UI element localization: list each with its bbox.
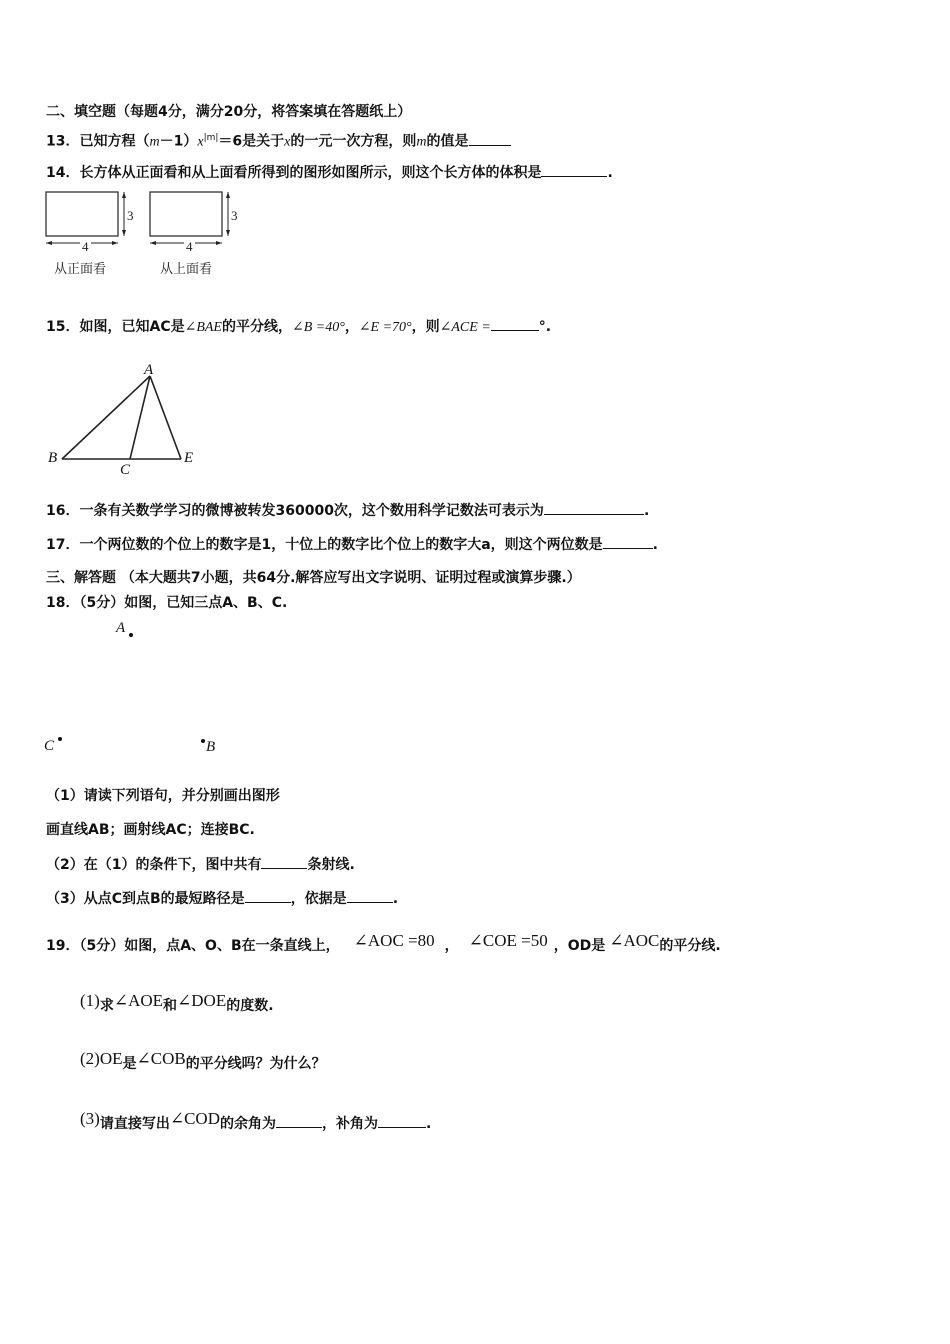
question-number: 17． (46, 537, 80, 553)
q18-part-1: （1）请读下列语句，并分别画出图形 (46, 788, 280, 804)
answer-blank (276, 1113, 322, 1128)
q15-angle-b: ∠B =40° (291, 320, 345, 335)
q19-angle-cob: ∠COB (136, 1049, 186, 1068)
top-view (150, 192, 230, 245)
q19-part-3-text-2: 的余角为 (219, 1116, 276, 1132)
figure-14-views (40, 188, 240, 250)
q13-var-m2: m (416, 134, 427, 150)
arrowhead (150, 241, 156, 245)
point-label-a: A (116, 620, 126, 636)
q19-separator-2: ，OD是 (553, 938, 606, 954)
q14-end: . (607, 165, 613, 181)
q19-text-2: 的平分线. (659, 938, 721, 954)
point-label-b: B (206, 739, 216, 755)
q19-part-2-text-2: 的平分线吗？为什么？ (185, 1056, 326, 1072)
q13-var-x: x (197, 134, 204, 150)
q19-angle-cod: ∠COD (169, 1109, 220, 1128)
q19-angle-coe: ∠COE =50 (468, 931, 548, 950)
q18-part-2-text-b: 条射线. (307, 857, 355, 873)
q13-var-x2: x (284, 134, 291, 150)
q16-end: . (643, 503, 650, 519)
q19-angle-doe: ∠DOE (177, 991, 227, 1010)
top-view-caption: 从上面看 (160, 261, 213, 276)
q15-end: °. (538, 319, 552, 335)
point-label-c: C (120, 462, 131, 478)
q19-part-1-text-1: 求 (99, 998, 114, 1014)
section-3-title: 三、解答题 （本大题共7小题，共64分.解答应写出文字说明、证明过程或演算步骤.） (46, 570, 581, 586)
q19-part-1 (80, 988, 274, 1019)
q15-separator: ， (344, 319, 359, 335)
q18-part-3-text-b: ，依据是 (290, 891, 347, 907)
question-17 (46, 534, 658, 555)
top-rect (150, 192, 222, 236)
q19-part-2-text-1: 是 (122, 1056, 137, 1072)
q13-text-2: ＝6是关于 (218, 133, 285, 150)
q17-text: 一个两位数的个位上的数字是1，十位上的数字比个位上的数字大a，则这个两位数是 (79, 537, 603, 553)
q19-angle-aoc-2: ∠AOC (609, 931, 660, 950)
q19-part-2 (80, 1046, 326, 1077)
q19-part-1-text-2: 和 (163, 998, 178, 1014)
q13-minus: －1） (159, 133, 198, 150)
point-label-c: C (44, 738, 55, 754)
question-number: 16． (46, 503, 80, 519)
top-height-label: 3 (231, 208, 238, 223)
answer-blank (544, 500, 644, 515)
q15-text-2: 的平分线， (221, 319, 292, 335)
q15-text-1: 如图，已知AC是 (79, 319, 185, 335)
q13-var-m: m (149, 134, 160, 150)
question-16 (46, 500, 649, 521)
arrowhead (122, 230, 126, 236)
point-c (58, 737, 62, 741)
answer-blank (245, 888, 291, 903)
segment-ac (130, 376, 150, 459)
q13-exponent: |m| (203, 133, 219, 143)
question-18 (46, 593, 287, 613)
q13-text-1: 已知方程（ (79, 133, 150, 150)
front-view (46, 192, 126, 245)
question-number: 13． (46, 133, 80, 150)
answer-blank (541, 162, 607, 177)
q19-part-3-text-4: . (425, 1116, 432, 1132)
q19-part-3-text-3: ，补角为 (321, 1116, 378, 1132)
arrowhead (226, 230, 230, 236)
answer-blank (378, 1113, 426, 1128)
part-index: (1) (80, 991, 100, 1010)
q15-angle-ace: ∠ACE = (439, 320, 491, 335)
point-label-e: E (184, 450, 194, 466)
q18-part-2-text-a: （2）在（1）的条件下，图中共有 (46, 857, 262, 873)
q19-part-3-text-1: 请直接写出 (99, 1116, 170, 1132)
part-index: (3) (80, 1109, 100, 1128)
question-15 (46, 316, 551, 338)
q18-text: （5分）如图，已知三点A、B、C. (79, 595, 288, 611)
arrowhead (122, 192, 126, 198)
arrowhead (112, 241, 118, 245)
q18-part-1-instructions: 画直线AB；画射线AC；连接BC. (46, 822, 255, 838)
front-view-caption: 从正面看 (54, 261, 107, 276)
point-label-b: B (48, 450, 58, 466)
q15-text-3: ，则 (411, 319, 440, 335)
point-b (201, 739, 205, 743)
arrowhead (216, 241, 222, 245)
q14-text: 长方体从正面看和从上面看所得到的图形如图所示，则这个长方体的体积是 (79, 165, 542, 181)
arrowhead (46, 241, 52, 245)
question-number: 15． (46, 319, 80, 335)
point-label-a: A (144, 362, 154, 378)
q18-part-3-text-c: . (392, 891, 399, 907)
q15-angle-bae: ∠BAE (184, 320, 222, 335)
question-13 (46, 128, 511, 153)
q15-angle-e: ∠E =70° (358, 320, 412, 335)
q19-separator-1: ， (444, 938, 459, 954)
q19-angle-aoc: ∠AOC =80 (353, 931, 435, 950)
answer-blank (347, 888, 393, 903)
question-number: 19． (46, 938, 80, 954)
q19-angle-aoe: ∠AOE (113, 991, 164, 1010)
q18-part-3 (46, 888, 398, 909)
question-14 (46, 162, 613, 183)
q19-part-1-text-3: 的度数. (226, 998, 274, 1014)
q17-end: . (652, 537, 658, 553)
answer-blank (261, 854, 307, 869)
front-rect (46, 192, 118, 236)
front-width-label: 4 (82, 239, 89, 254)
arrowhead (226, 192, 230, 198)
top-width-label: 4 (186, 239, 193, 254)
front-height-label: 3 (127, 208, 134, 223)
q18-part-3-text-a: （3）从点C到点B的最短路径是 (46, 891, 245, 907)
answer-blank (603, 534, 653, 549)
q19-text-1: （5分）如图，点A、O、B在一条直线上， (79, 938, 340, 954)
answer-blank (469, 131, 511, 146)
question-19 (46, 928, 721, 959)
segment-ae (150, 376, 181, 459)
q19-part-3 (80, 1106, 431, 1137)
answer-blank (491, 316, 539, 331)
point-a (129, 633, 133, 637)
question-number: 18． (46, 595, 80, 611)
q18-part-2 (46, 854, 355, 875)
section-2-title: 二、填空题（每题4分，满分20分，将答案填在答题纸上） (46, 104, 412, 120)
q13-text-4: 的值是 (426, 133, 469, 150)
part-index: (2)OE (80, 1049, 123, 1068)
segment-ba (62, 376, 150, 459)
q13-text-3: 的一元一次方程，则 (290, 133, 417, 150)
question-number: 14． (46, 165, 80, 181)
q16-text: 一条有关数学学习的微博被转发360000次，这个数用科学记数法可表示为 (79, 503, 544, 519)
